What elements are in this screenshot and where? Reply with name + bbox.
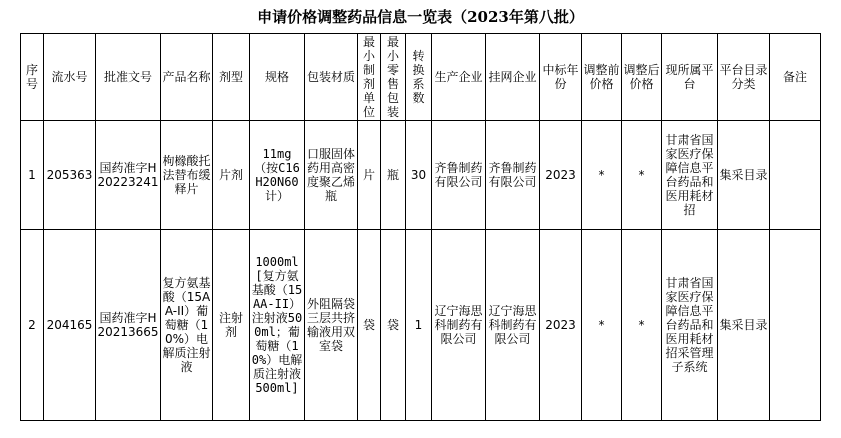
table-row: [21, 230, 821, 421]
product-name-cell: 复方氨基酸（15AA-II）葡萄糖（10%）电解质注射液: [161, 230, 213, 421]
drug-price-table: [20, 33, 821, 421]
header-row: [21, 34, 821, 121]
page-title: 申请价格调整药品信息一览表（2023年第八批）: [257, 8, 584, 26]
header-cell: 最小零售包装: [381, 34, 406, 121]
catalog-cell: 集采目录: [718, 121, 770, 230]
manufacturer-cell: 辽宁海思科制药有限公司: [432, 230, 486, 421]
packaging-cell: 口服固体药用高密度聚乙烯瓶: [305, 121, 358, 230]
header-cell: 规格: [250, 34, 305, 121]
header-cell: 批准文号: [96, 34, 161, 121]
packaging-cell: 外阻隔袋三层共挤输液用双室袋: [305, 230, 358, 421]
header-cell: 序号: [21, 34, 44, 121]
spec-cell: 11mg（按C16H20N60计）: [250, 121, 305, 230]
min-unit-cell: 袋: [358, 230, 381, 421]
header-cell: 生产企业: [432, 34, 486, 121]
price-after-cell: *: [622, 230, 662, 421]
year-cell: 2023: [540, 230, 582, 421]
price-before-cell: *: [582, 230, 622, 421]
header-cell: 剂型: [213, 34, 250, 121]
serial-cell: 205363: [44, 121, 96, 230]
retail-pack-cell: 袋: [381, 230, 406, 421]
header-cell: 挂网企业: [486, 34, 540, 121]
serial-cell: 204165: [44, 230, 96, 421]
header-cell: 调整前价格: [582, 34, 622, 121]
header-cell: 备注: [770, 34, 821, 121]
approval-cell: 国药准字H20223241: [96, 121, 161, 230]
retail-pack-cell: 瓶: [381, 121, 406, 230]
dosage-form-cell: 片剂: [213, 121, 250, 230]
product-name-cell: 枸橼酸托法替布缓释片: [161, 121, 213, 230]
header-cell: 最小制剂单位: [358, 34, 381, 121]
price-before-cell: *: [582, 121, 622, 230]
platform-cell: 甘肃省国家医疗保障信息平台药品和医用耗材招采管理子系统: [662, 230, 718, 421]
factor-cell: 30: [406, 121, 432, 230]
spec-text: 1000ml[复方氨基酸（15AA-II）注射液500ml；葡萄糖（10%）电解质注射液500ml]: [251, 255, 303, 395]
supplier-cell: 辽宁海思科制药有限公司: [486, 230, 540, 421]
header-cell: 调整后价格: [622, 34, 662, 121]
platform-cell: 甘肃省国家医疗保障信息平台药品和医用耗材招: [662, 121, 718, 230]
header-cell: 流水号: [44, 34, 96, 121]
spec-cell: [250, 230, 305, 421]
table-row: [21, 121, 821, 230]
seq-cell: 2: [21, 230, 44, 421]
header-cell: 中标年份: [540, 34, 582, 121]
manufacturer-cell: 齐鲁制药有限公司: [432, 121, 486, 230]
header-cell: 产品名称: [161, 34, 213, 121]
catalog-cell: 集采目录: [718, 230, 770, 421]
header-cell: 平台目录分类: [718, 34, 770, 121]
seq-cell: 1: [21, 121, 44, 230]
price-after-cell: *: [622, 121, 662, 230]
note-cell: [770, 121, 821, 230]
min-unit-cell: 片: [358, 121, 381, 230]
header-cell: 转换系数: [406, 34, 432, 121]
supplier-cell: 齐鲁制药有限公司: [486, 121, 540, 230]
header-cell: 现所属平台: [662, 34, 718, 121]
dosage-form-cell: 注射剂: [213, 230, 250, 421]
year-cell: 2023: [540, 121, 582, 230]
approval-cell: 国药准字H20213665: [96, 230, 161, 421]
note-cell: [770, 230, 821, 421]
factor-cell: 1: [406, 230, 432, 421]
header-cell: 包装材质: [305, 34, 358, 121]
